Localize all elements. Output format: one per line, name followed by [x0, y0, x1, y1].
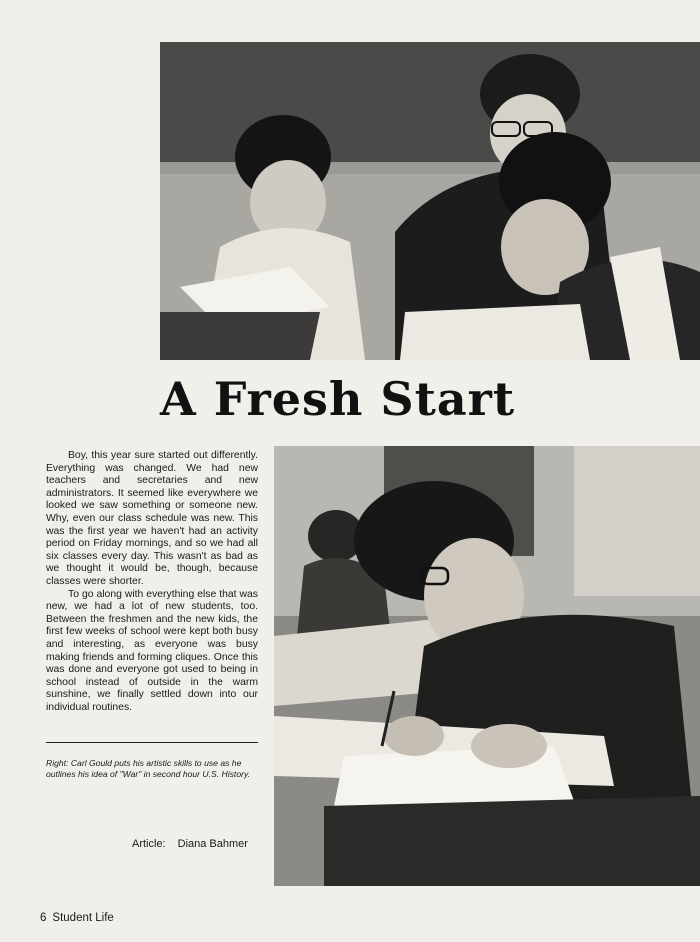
page-folio [40, 912, 114, 924]
section-name: Student Life [52, 912, 114, 924]
bottom-photo-student-drawing [274, 446, 700, 886]
caption-lead: Right: [46, 758, 69, 768]
credit-label: Article: [132, 838, 166, 850]
caption-text: Carl Gould puts his artistic skills to use as he outlines his idea of "War" in second hour U.S. History. [46, 758, 251, 779]
photo-caption [46, 758, 260, 780]
top-photo-students-at-desk [160, 42, 700, 360]
page-number: 6 [40, 912, 47, 924]
bottom-photo-image [274, 446, 700, 886]
top-photo-image [160, 42, 700, 360]
caption-divider [46, 742, 258, 743]
article-paragraph: Boy, this year sure started out differently. Everything was changed. We had new teachers and secretaries and new administrators. It seemed like everywhere we looked we saw something or someone new. Why, even our class schedule was new. This was the first year we haven't had an activity period on Friday mornings, and so we had all six classes every day. This wasn't as bad as we thought it would be, though, because classes were shorter. [46, 450, 258, 587]
article-paragraph: To go along with everything else that was new, we had a lot of new students, too. Between the freshmen and the new kids, the first few weeks of school were kept both busy and interesting, as everyone was busy making friends and forming cliques. Once this was done and everyone got used to being in school instead of outside in the warm sunshine, we finally settled down into our individual routines. [46, 588, 258, 713]
page-headline: A Fresh Start [160, 372, 516, 426]
article-credit [132, 838, 248, 850]
credit-author: Diana Bahmer [177, 838, 248, 850]
article-body [46, 450, 258, 714]
